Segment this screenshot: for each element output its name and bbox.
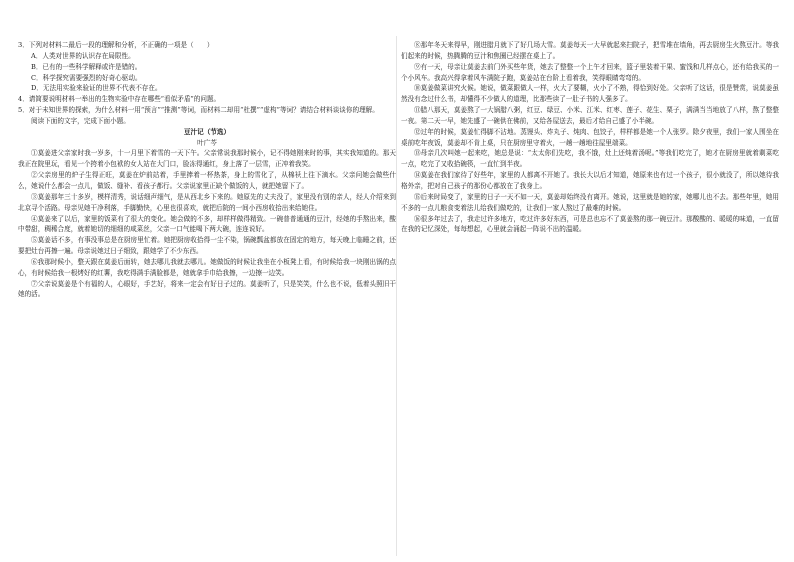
article-paragraph: ⑭莫姜在我们家待了好些年，家里的人都离不开她了。我长大以后才知道，她原来也有过一个孩子，很小就没了，所以她待我格外亲，把对自己孩子的那份心都放在了我身上。 — [401, 171, 779, 190]
article-paragraph: ⑥我那时候小，整天跟在莫姜后面转，她去哪儿我就去哪儿。她做饭的时候让我坐在小板凳上看，有时候给我一块刚出锅的点心，有时候给我一根烤好的红薯，我吃得满手满脸都是，她就拿手巾给我擦，一边擦一边笑。 — [18, 257, 396, 277]
option-b: B．已有的一些科学解释或许是错的。 — [31, 62, 142, 71]
article-author: 叶广芩 — [197, 138, 217, 147]
article-paragraph: ⑬母亲几次叫她一起来吃，她总是说：“太太你们先吃，我不饿，灶上还炖着汤呢。”等我们吃完了，她才在厨房里就着剩菜吃一点，吃完了又收拾碗筷，一直忙到半夜。 — [401, 149, 779, 169]
article-paragraph: ⑩莫姜做菜讲究火候。她说，做菜跟做人一样，火大了要糊，火小了不熟，得恰到好处。父亲听了这话，很是赞赏，说莫姜虽然没有念过什么书，却懂得不少做人的道理，比那些读了一肚子书的人强多了。 — [401, 84, 779, 104]
option-a: A．人类对世界的认识存在局限性。 — [31, 51, 135, 60]
article-paragraph: ⑧那年冬天来得早，刚进腊月就下了好几场大雪。莫姜每天一大早就起来扫院子，把雪堆在墙角，再去厨房生火熬豆汁。等我们起来的时候，热腾腾的豆汁和焦圈已经摆在桌上了。 — [401, 41, 779, 60]
article-paragraph: ①莫姜进父亲家时我一岁多，十一月里下着雪的一天下午。父亲常说我那时候小，记不得她刚来时的事，其实我知道的。那天我正在院里玩，看见一个挎着小包袱的女人站在大门口，脸冻得通红，身上落了一层雪，正冲着我笑。 — [18, 149, 396, 169]
question-5: 5．对于未知世界的探索，为什么材料一用“预言”“推测”等词，而材料二却用“杜撰”“虚构”等词？请结合材料谈谈你的理解。 — [18, 106, 379, 115]
right-column — [401, 40, 779, 554]
article-paragraph: ③莫姜那年三十多岁，模样清秀，说话细声细气，是从西北乡下来的。她原先的丈夫没了，家里没有别的亲人，经人介绍来到北京寻个活路。母亲见她干净利落，手脚勤快，心里也很喜欢，就把后院的一间小西房收拾出来给她住。 — [18, 192, 396, 212]
article-paragraph: ⑮后来时局变了，家里的日子一天不如一天，莫姜却始终没有离开。她说，这里就是她的家，她哪儿也不去。那些年里，她用不多的一点儿粮食变着法儿给我们做吃的，让我们一家人熬过了最难的时候。 — [401, 192, 779, 212]
article-title: 豆汁记（节选） — [183, 127, 231, 136]
article-paragraph: ⑪腊八那天，莫姜熬了一大锅腊八粥，红豆、绿豆、小米、江米、红枣、莲子、花生、栗子，满满当当地放了八样，熬了整整一夜。第二天一早，她先盛了一碗供在佛前，又给各屋送去，最后才给自己盛了小半碗。 — [401, 106, 779, 125]
article-paragraph: ⑯很多年过去了，我走过许多地方，吃过许多好东西，可是总也忘不了莫姜熬的那一碗豆汁。那酸酸的、暖暖的味道，一直留在我的记忆深处，每每想起，心里就会涌起一阵说不出的温暖。 — [401, 214, 779, 234]
article-paragraph: ⑨有一天，母亲让莫姜去前门外买些年货，她去了整整一个上午才回来，篮子里装着干果、蜜饯和几样点心，还有给我买的一个小风车。我高兴得拿着风车满院子跑，莫姜站在台阶上看着我，笑得眼睛弯弯的。 — [401, 62, 779, 82]
article-paragraph: ⑤莫姜话不多，有事没事总是在厨房里忙着。她把厨房收拾得一尘不染，锅碗瓢盆都放在固定的地方，每天晚上临睡之前，还要把灶台再擦一遍。母亲说她过日子细致，跟她学了不少东西。 — [18, 236, 396, 256]
option-c: C．科学探究需要强烈的好奇心驱动。 — [31, 73, 142, 82]
question-4: 4．请简要说明材料一举出的生物实验中存在哪些“看似矛盾”的问题。 — [18, 95, 221, 104]
column-divider — [396, 36, 397, 556]
article-paragraph: ⑫过年的时候，莫姜忙得脚不沾地。蒸馒头、炸丸子、炖肉、包饺子，样样都是她一个人张罗。除夕夜里，我们一家人围坐在桌前吃年夜饭，莫姜却不肯上桌，只在厨房里守着火，一趟一趟地往屋里端菜。 — [401, 127, 779, 147]
left-column — [18, 40, 396, 554]
question-3: 3．下列对材料二最后一段的理解和分析，不正确的一项是（ ） — [18, 41, 214, 49]
article-paragraph: ②父亲房里的炉子生得正旺，莫姜在炉前站着，手里捧着一杯热茶，身上的雪化了，从棉袄上往下滴水。父亲问她会做些什么，她说什么都会一点儿，做饭、缝补、看孩子都行。父亲说家里正缺个做饭的人，就把她留下了。 — [18, 171, 396, 190]
article-paragraph: ④莫姜来了以后，家里的饭菜有了很大的变化。她会做的不多，却样样做得精致。一碗普普通通的豆汁，经她的手熬出来，酸中带甜，稠稀合度，就着她切的细细的咸菜丝，父亲一口气能喝下两大碗，连连说好。 — [18, 214, 396, 234]
reading-instruction: 阅读下面的文字，完成下面小题。 — [31, 116, 130, 125]
article-paragraph: ⑦父亲说莫姜是个有福的人，心眼好，手艺好，将来一定会有好日子过的。莫姜听了，只是笑笑，什么也不说，低着头照旧干她的活。 — [18, 279, 396, 299]
option-d: D．无法用实验来验证的世界不代表不存在。 — [31, 84, 162, 93]
